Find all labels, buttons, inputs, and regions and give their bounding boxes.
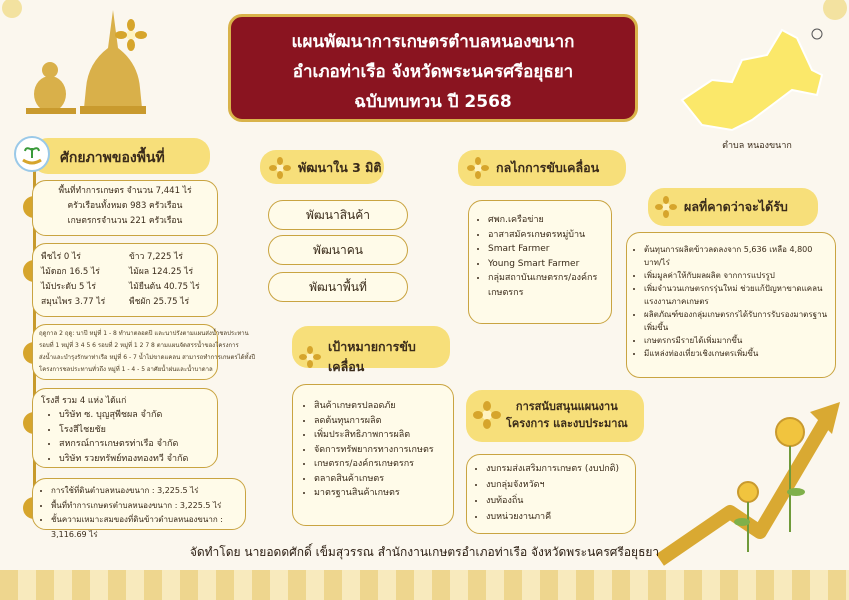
mill-item: • บริษัท รวยทรัพย์ทองทองทวี จำกัด xyxy=(59,452,209,467)
mechanism-item: • อาสาสมัครเกษตรหมู่บ้าน xyxy=(488,228,605,243)
support-item: • งบกรมส่งเสริมการเกษตร (งบปกติ) xyxy=(486,461,629,477)
season-line: ฤดูกาล 2 ฤดู: นาปี หมู่ที่ 1 - 8 ทำนาตลอดปี และนาปรังตามแผนส่งน้ำชลประทาน xyxy=(39,330,249,337)
goal-item: • เกษตรกร/องค์กรเกษตรกร xyxy=(314,457,445,472)
flower-ornament-icon xyxy=(468,158,488,178)
goal-item: • มาตรฐานสินค้าเกษตร xyxy=(314,486,445,501)
season-line: รอบที่ 1 หมู่ที่ 3 4 5 6 รอบที่ 2 หมู่ที่ 1 2 7 8 ตามแผนจัดสรรน้ำของโครงการ xyxy=(39,342,239,349)
mill-item: • บริษัท ซ. บุญสุพีชผล จำกัด xyxy=(59,408,209,423)
goal-item: • ลดต้นทุนการผลิต xyxy=(314,414,445,429)
footer-credit: จัดทำโดย นายอดดศักดิ์ เข็มสุวรรณ สำนักงานเกษตรอำเภอท่าเรือ จังหวัดพระนครศรีอยุธยา xyxy=(189,545,660,559)
flower-ornament-icon xyxy=(474,402,500,428)
dimensions-header xyxy=(260,150,384,184)
district-map-icon xyxy=(672,20,832,135)
goal-item: • จัดการทรัพยากรทางการเกษตร xyxy=(314,443,445,458)
mills-box xyxy=(32,388,218,468)
support-box xyxy=(466,454,636,534)
goal-item: • เพิ่มประสิทธิภาพการผลิต xyxy=(314,428,445,443)
mills-heading: โรงสี รวม 4 แห่ง ได้แก่ xyxy=(41,396,127,406)
support-item: • งบหน่วยงานภาคี xyxy=(486,509,629,525)
potential-header xyxy=(32,138,210,174)
crop-item: ไม้ผล 124.25 ไร่ xyxy=(129,267,194,277)
land-item: • ชั้นความเหมาะสมของที่ดินข้าวตำบลหนองขนาก : 3,116.69 ไร่ xyxy=(51,513,237,542)
goals-header xyxy=(292,326,450,374)
support-item: • งบกลุ่มจังหวัดฯ xyxy=(486,477,629,493)
crop-item: สมุนไพร 3.77 ไร่ xyxy=(41,297,106,307)
crop-item: พืชผัก 25.75 ไร่ xyxy=(129,297,190,307)
flower-ornament-icon xyxy=(300,347,320,367)
area-line: ครัวเรือนทั้งหมด 983 ครัวเรือน xyxy=(67,201,183,211)
season-line: โครงการชลประทานทั่วถึง หมู่ที่ 1 - 4 - 5 อาศัยน้ำฝนและน้ำบาดาล xyxy=(39,366,213,373)
mechanism-box xyxy=(468,200,612,324)
land-item: • การใช้ที่ดินตำบลหนองขนาก : 3,225.5 ไร่ xyxy=(51,484,237,499)
crop-item: ข้าว 7,225 ไร่ xyxy=(129,252,183,262)
mechanism-item: • ศพก.เครือข่าย xyxy=(488,213,605,228)
title-line-2: อำเภอท่าเรือ จังหวัดพระนครศรีอยุธยา xyxy=(292,62,574,82)
area-summary-box xyxy=(32,180,218,236)
dimensions-heading: พัฒนาใน 3 มิติ xyxy=(298,160,382,175)
crop-item: พืชไร่ 0 ไร่ xyxy=(41,252,81,262)
potential-heading: ศักยภาพของพื้นที่ xyxy=(60,150,165,166)
area-line: พื้นที่ทำการเกษตร จำนวน 7,441 ไร่ xyxy=(58,186,192,196)
flower-ornament-icon xyxy=(270,158,290,178)
land-use-box xyxy=(32,478,246,539)
support-heading-line-1: การสนับสนุนแผนงาน xyxy=(515,400,618,413)
footer-decoration xyxy=(0,570,849,600)
map-label: ตำบล หนองขนาก xyxy=(722,141,792,151)
title-banner xyxy=(228,14,638,122)
flower-ornament-icon xyxy=(116,20,146,50)
goal-item: • สินค้าเกษตรปลอดภัย xyxy=(314,399,445,414)
result-item: • เพิ่มมูลค่าให้กับผลผลิต จากการแปรรูป xyxy=(644,269,829,282)
result-item: • ผลิตภัณฑ์ของกลุ่มเกษตรกรได้รับการรับรองมาตรฐานเพิ่มขึ้น xyxy=(644,308,829,334)
goals-box xyxy=(292,384,454,526)
result-item: • ต้นทุนการผลิตข้าวลดลงจาก 5,636 เหลือ 4,800 บาท/ไร่ xyxy=(644,243,829,269)
crop-item: ไม้ยืนต้น 40.75 ไร่ xyxy=(129,282,200,292)
mechanism-item: • Smart Farmer xyxy=(488,242,605,257)
goal-item: • ตลาดสินค้าเกษตร xyxy=(314,472,445,487)
support-heading-line-2: โครงการ และงบประมาณ xyxy=(506,417,628,430)
land-item: • พื้นที่ทำการเกษตรตำบลหนองขนาก : 3,225.5 ไร่ xyxy=(51,499,237,514)
result-item: • เกษตรกรมีรายได้เพิ่มมากขึ้น xyxy=(644,334,829,347)
season-line: ส่งน้ำและบำรุงรักษาท่าเรือ หมู่ที่ 6 - 7 น้ำไม่ขาดแคลน สามารถทำการเกษตรได้ทั้งปี xyxy=(39,354,256,361)
title-line-1: แผนพัฒนาการเกษตรตำบลหนองขนาก xyxy=(291,32,575,52)
results-heading: ผลที่คาดว่าจะได้รับ xyxy=(684,199,788,214)
support-item: • งบท้องถิ่น xyxy=(486,493,629,509)
corner-flower-icon xyxy=(0,0,40,30)
crop-item: ไม้ประดับ 5 ไร่ xyxy=(41,282,96,292)
mill-item: • โรงสีไชยชัย xyxy=(59,423,209,438)
result-item: • เพิ่มจำนวนเกษตรกรรุ่นใหม่ ช่วยแก้ปัญหาขาดแคลนแรงงานภาคเกษตร xyxy=(644,282,829,308)
dimension-item: พัฒนาคน xyxy=(268,235,408,265)
results-header xyxy=(648,188,818,226)
mechanism-header xyxy=(458,150,626,186)
area-line: เกษตรกรจำนวน 221 ครัวเรือน xyxy=(67,216,183,226)
plant-hand-icon xyxy=(14,136,50,172)
season-box xyxy=(32,324,256,380)
result-item: • มีแหล่งท่องเที่ยวเชิงเกษตรเพิ่มขึ้น xyxy=(644,347,829,360)
dimension-item: พัฒนาสินค้า xyxy=(268,200,408,230)
crop-item: ไม้ดอก 16.5 ไร่ xyxy=(41,267,100,277)
mechanism-item: • Young Smart Farmer xyxy=(488,257,605,272)
mechanism-item: • กลุ่มสถาบันเกษตรกร/องค์กรเกษตรกร xyxy=(488,271,605,300)
dimension-item: พัฒนาพื้นที่ xyxy=(268,272,408,302)
flower-ornament-icon xyxy=(656,197,676,217)
support-header xyxy=(466,390,644,442)
mechanism-heading: กลไกการขับเคลื่อน xyxy=(496,160,600,175)
goals-heading: เป้าหมายการขับเคลื่อน xyxy=(328,339,416,374)
mill-item: • สหกรณ์การเกษตรท่าเรือ จำกัด xyxy=(59,437,209,452)
results-box xyxy=(626,232,836,378)
crops-box xyxy=(32,243,218,317)
title-line-3: ฉบับทบทวน ปี 2568 xyxy=(354,92,512,112)
